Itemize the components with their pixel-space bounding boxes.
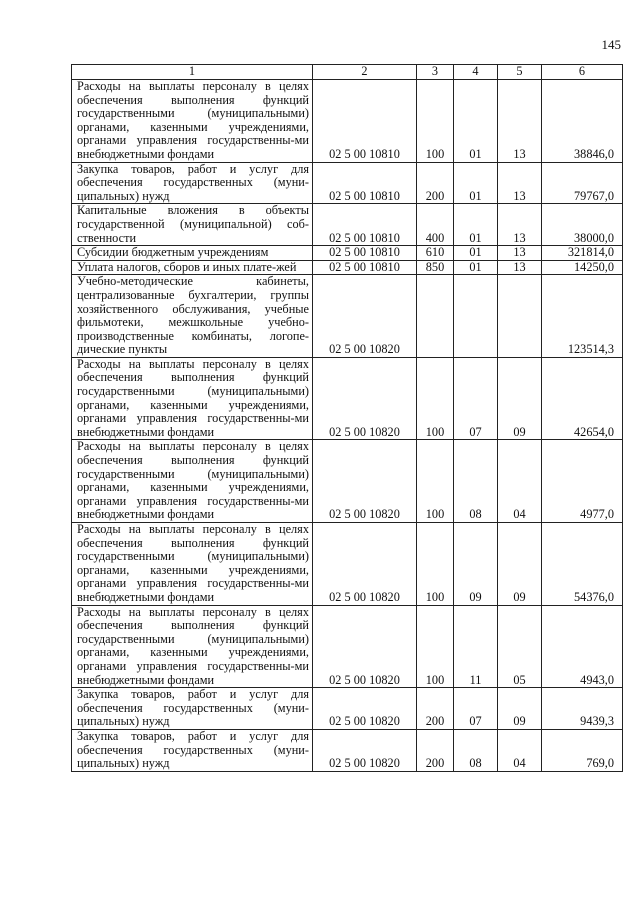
row-code-cell: 02 5 00 10810 [313, 162, 417, 204]
row-amount-cell: 14250,0 [542, 260, 623, 275]
row-expense-type-cell [417, 275, 454, 358]
row-expense-type-cell: 100 [417, 80, 454, 163]
row-amount-cell: 9439,3 [542, 688, 623, 730]
row-section-cell: 07 [454, 688, 498, 730]
row-code-cell: 02 5 00 10820 [313, 688, 417, 730]
row-name-cell: Субсидии бюджетным учреждениям [72, 246, 313, 261]
row-section-cell: 01 [454, 260, 498, 275]
row-section-cell: 09 [454, 523, 498, 606]
row-section-cell: 01 [454, 162, 498, 204]
table-row [72, 605, 623, 688]
row-amount-cell: 4977,0 [542, 440, 623, 523]
table-row [72, 729, 623, 771]
page-number: 145 [601, 37, 621, 52]
row-code-cell: 02 5 00 10820 [313, 440, 417, 523]
row-code-cell: 02 5 00 10820 [313, 357, 417, 440]
header-col-3: 3 [417, 65, 454, 80]
header-col-2: 2 [313, 65, 417, 80]
row-section-cell: 07 [454, 357, 498, 440]
table-body [72, 80, 623, 772]
row-code-cell: 02 5 00 10820 [313, 275, 417, 358]
table-row [72, 204, 623, 246]
row-subsection-cell: 05 [498, 605, 542, 688]
row-expense-type-cell: 100 [417, 440, 454, 523]
table-row [72, 688, 623, 730]
row-subsection-cell: 04 [498, 729, 542, 771]
header-row [72, 65, 623, 80]
row-code-cell: 02 5 00 10810 [313, 204, 417, 246]
row-amount-cell: 769,0 [542, 729, 623, 771]
row-expense-type-cell: 200 [417, 729, 454, 771]
row-name-cell: Закупка товаров, работ и услуг для обеспечения государственных (муни-ципальных) нужд [72, 688, 313, 730]
row-expense-type-cell: 100 [417, 357, 454, 440]
header-col-6: 6 [542, 65, 623, 80]
row-subsection-cell: 09 [498, 357, 542, 440]
row-name-cell: Расходы на выплаты персоналу в целях обеспечения выполнения функций государственными (муниципальными) органами, казенными учреждениями, органами управления государственны-ми внебюджетными фондами [72, 605, 313, 688]
budget-table [71, 64, 623, 772]
table-row [72, 440, 623, 523]
row-subsection-cell: 13 [498, 80, 542, 163]
row-amount-cell: 79767,0 [542, 162, 623, 204]
row-subsection-cell: 09 [498, 688, 542, 730]
row-expense-type-cell: 100 [417, 523, 454, 606]
row-name-cell: Закупка товаров, работ и услуг для обеспечения государственных (муни-ципальных) нужд [72, 729, 313, 771]
table-row [72, 357, 623, 440]
row-section-cell: 01 [454, 246, 498, 261]
table-row [72, 246, 623, 261]
row-subsection-cell: 13 [498, 162, 542, 204]
row-code-cell: 02 5 00 10820 [313, 605, 417, 688]
row-code-cell: 02 5 00 10810 [313, 80, 417, 163]
row-section-cell: 08 [454, 729, 498, 771]
table-header [72, 65, 623, 80]
row-section-cell [454, 275, 498, 358]
row-section-cell: 11 [454, 605, 498, 688]
row-expense-type-cell: 850 [417, 260, 454, 275]
row-amount-cell: 123514,3 [542, 275, 623, 358]
row-section-cell: 01 [454, 204, 498, 246]
row-subsection-cell: 13 [498, 246, 542, 261]
row-subsection-cell [498, 275, 542, 358]
row-name-cell: Учебно-методические кабинеты, централизованные бухгалтерии, группы хозяйственного обслуживания, учебные фильмотеки, межшкольные учебно-производственные комбинаты, логопе-дические пункты [72, 275, 313, 358]
row-amount-cell: 321814,0 [542, 246, 623, 261]
row-section-cell: 08 [454, 440, 498, 523]
row-amount-cell: 42654,0 [542, 357, 623, 440]
row-subsection-cell: 13 [498, 260, 542, 275]
row-name-cell: Расходы на выплаты персоналу в целях обеспечения выполнения функций государственными (муниципальными) органами, казенными учреждениями, органами управления государственны-ми внебюджетными фондами [72, 440, 313, 523]
row-expense-type-cell: 200 [417, 162, 454, 204]
row-name-cell: Капитальные вложения в объекты государственной (муниципальной) соб-ственности [72, 204, 313, 246]
table-row [72, 80, 623, 163]
row-subsection-cell: 13 [498, 204, 542, 246]
row-expense-type-cell: 400 [417, 204, 454, 246]
row-code-cell: 02 5 00 10810 [313, 260, 417, 275]
row-code-cell: 02 5 00 10820 [313, 729, 417, 771]
row-name-cell: Расходы на выплаты персоналу в целях обеспечения выполнения функций государственными (муниципальными) органами, казенными учреждениями, органами управления государственны-ми внебюджетными фондами [72, 523, 313, 606]
row-code-cell: 02 5 00 10820 [313, 523, 417, 606]
row-name-cell: Уплата налогов, сборов и иных плате-жей [72, 260, 313, 275]
header-col-5: 5 [498, 65, 542, 80]
row-amount-cell: 38846,0 [542, 80, 623, 163]
row-amount-cell: 4943,0 [542, 605, 623, 688]
table-row [72, 260, 623, 275]
table-row [72, 275, 623, 358]
table-row [72, 523, 623, 606]
table-row [72, 162, 623, 204]
row-amount-cell: 54376,0 [542, 523, 623, 606]
row-name-cell: Расходы на выплаты персоналу в целях обеспечения выполнения функций государственными (муниципальными) органами, казенными учреждениями, органами управления государственны-ми внебюджетными фондами [72, 357, 313, 440]
header-col-1: 1 [72, 65, 313, 80]
row-expense-type-cell: 610 [417, 246, 454, 261]
header-col-4: 4 [454, 65, 498, 80]
row-subsection-cell: 09 [498, 523, 542, 606]
row-name-cell: Расходы на выплаты персоналу в целях обеспечения выполнения функций государственными (муниципальными) органами, казенными учреждениями, органами управления государственны-ми внебюджетными фондами [72, 80, 313, 163]
row-subsection-cell: 04 [498, 440, 542, 523]
row-name-cell: Закупка товаров, работ и услуг для обеспечения государственных (муни-ципальных) нужд [72, 162, 313, 204]
row-amount-cell: 38000,0 [542, 204, 623, 246]
row-code-cell: 02 5 00 10810 [313, 246, 417, 261]
row-expense-type-cell: 100 [417, 605, 454, 688]
row-section-cell: 01 [454, 80, 498, 163]
row-expense-type-cell: 200 [417, 688, 454, 730]
